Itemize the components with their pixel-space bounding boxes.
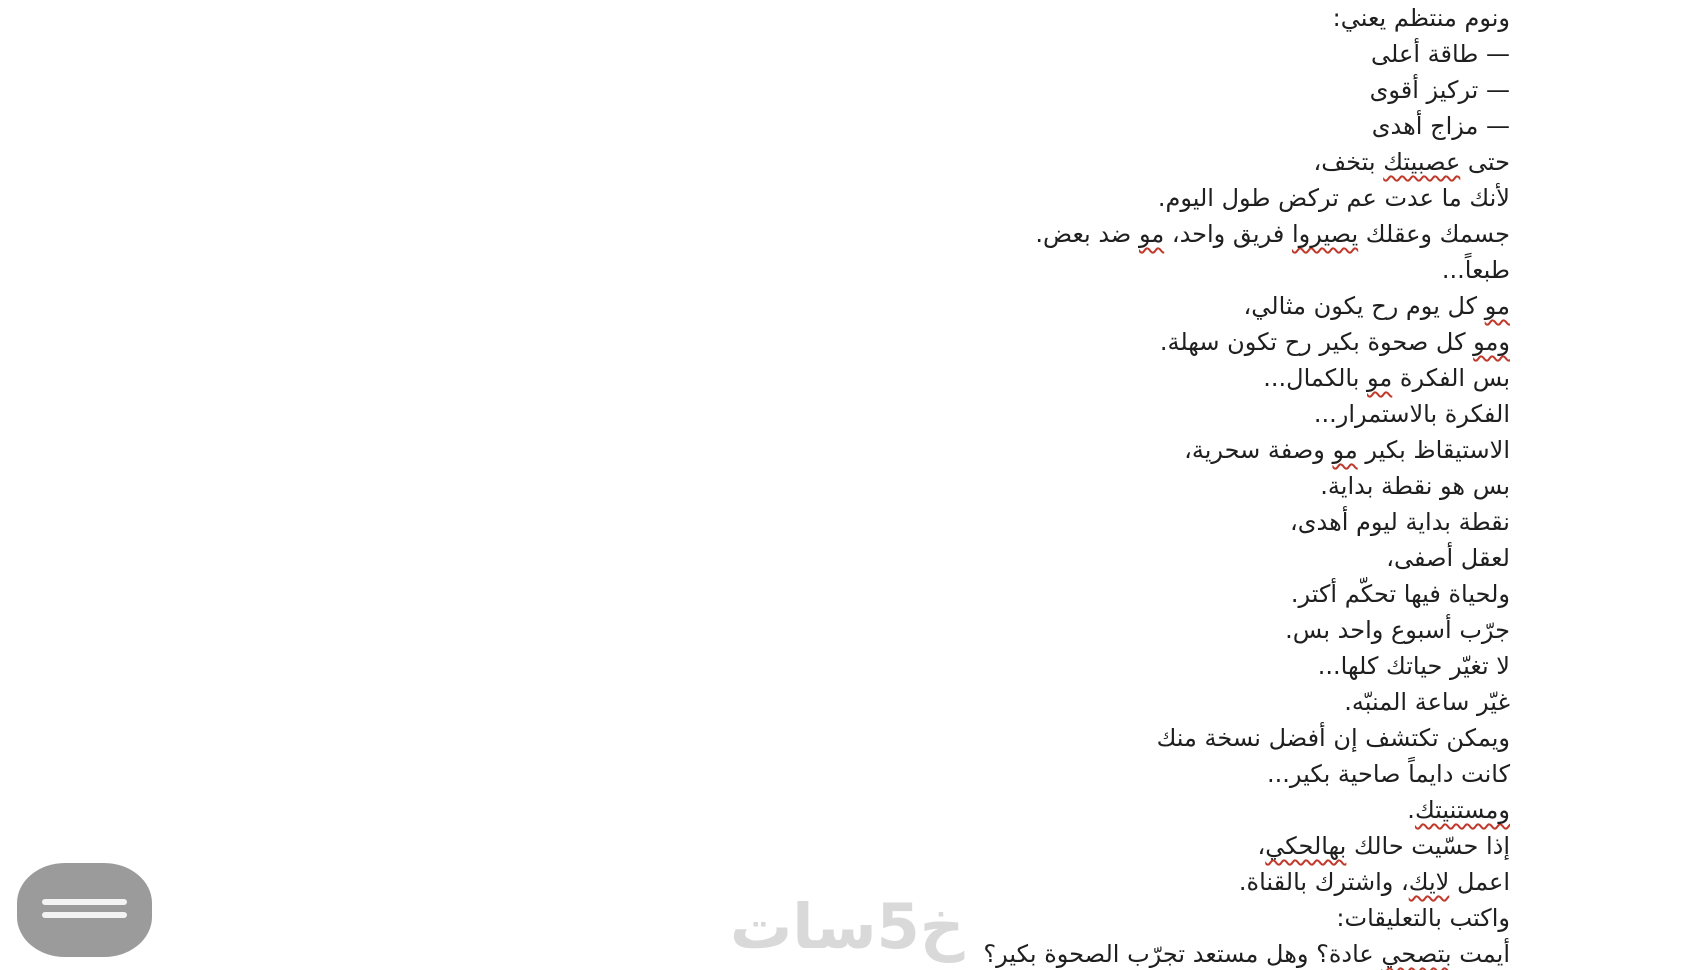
misspelled-word: مو [1367,364,1393,392]
misspelled-word: ومستنيتك [1414,796,1510,824]
text-line [0,756,1510,792]
hamburger-icon [42,899,127,918]
text-line [0,504,1510,540]
text-line [0,108,1510,144]
text-segment: طبعاً... [1441,256,1510,284]
misspelled-word: مو [1332,436,1358,464]
text-segment: بتخف، [1313,148,1384,176]
text-segment: ضد بعض. [1035,220,1139,248]
text-segment: الاستيقاظ بكير [1357,436,1510,464]
text-segment: بس هو نقطة بداية. [1320,472,1510,500]
text-segment: لأنك ما عدت عم تركض طول اليوم. [1157,184,1510,212]
text-line [0,36,1510,72]
text-segment: ولحياة فيها تحكّم أكتر. [1290,580,1510,608]
text-line [0,324,1510,360]
text-segment: جرّب أسبوع واحد بس. [1285,616,1510,644]
misspelled-word: يصيروا [1291,220,1359,248]
text-line [0,828,1510,864]
text-segment: — مزاج أهدى [1371,112,1510,140]
misspelled-word: لايك [1408,868,1450,896]
text-line [0,216,1510,252]
text-segment: ، واشترك بالقناة. [1238,868,1409,896]
text-line [0,432,1510,468]
text-line [0,252,1510,288]
text-segment: حتى [1460,148,1510,176]
text-line [0,936,1510,970]
text-line [0,864,1510,900]
text-segment: لعقل أصفى، [1386,544,1510,572]
text-segment: ويمكن تكتشف إن أفضل نسخة منك [1156,724,1510,752]
text-segment: كل صحوة بكير رح تكون سهلة. [1159,328,1474,356]
text-segment: غيّر ساعة المنبّه. [1344,688,1510,716]
text-segment: الفكرة بالاستمرار... [1313,400,1510,428]
text-segment: لا تغيّر حياتك كلها... [1317,652,1510,680]
misspelled-word: بتصحي [1381,940,1452,968]
khamsat-watermark: خ5سات [730,890,965,963]
text-line [0,576,1510,612]
menu-button[interactable] [17,863,152,957]
text-segment: عادة؟ وهل مستعد تجرّب الصحوة بكير؟ [983,940,1382,968]
text-segment: كانت دايماً صاحية بكير... [1266,760,1510,788]
misspelled-word: مو [1484,292,1510,320]
text-segment: . [1407,796,1415,824]
text-segment: فريق واحد، [1164,220,1292,248]
text-line [0,180,1510,216]
text-segment: أيمت [1451,940,1510,968]
text-segment: إذا حسّيت حالك [1346,832,1510,860]
text-segment: اعمل [1449,868,1510,896]
text-line [0,0,1510,36]
misspelled-word: ومو [1473,328,1510,356]
misspelled-word: بهالحكي [1265,832,1347,860]
text-line [0,360,1510,396]
text-segment: بس الفكرة [1392,364,1510,392]
text-line [0,648,1510,684]
misspelled-word: عصبيتك [1383,148,1461,176]
text-line [0,72,1510,108]
misspelled-word: مو [1138,220,1165,248]
text-segment: — طاقة أعلى [1371,40,1510,68]
text-segment: ونوم منتظم يعني: [1332,4,1510,32]
text-line [0,288,1510,324]
text-line [0,396,1510,432]
text-line [0,540,1510,576]
text-line [0,720,1510,756]
text-line [0,900,1510,936]
text-segment: واكتب بالتعليقات: [1336,904,1510,932]
text-segment: كل يوم رح يكون مثالي، [1243,292,1485,320]
text-line [0,468,1510,504]
text-line [0,144,1510,180]
text-segment: — تركيز أقوى [1369,76,1510,104]
text-segment: نقطة بداية ليوم أهدى، [1289,508,1510,536]
text-line [0,792,1510,828]
text-line [0,612,1510,648]
text-line [0,684,1510,720]
text-segment: جسمك وعقلك [1358,220,1510,248]
text-segment: بالكمال... [1263,364,1367,392]
text-segment: وصفة سحرية، [1184,436,1333,464]
text-segment: ، [1257,832,1266,860]
